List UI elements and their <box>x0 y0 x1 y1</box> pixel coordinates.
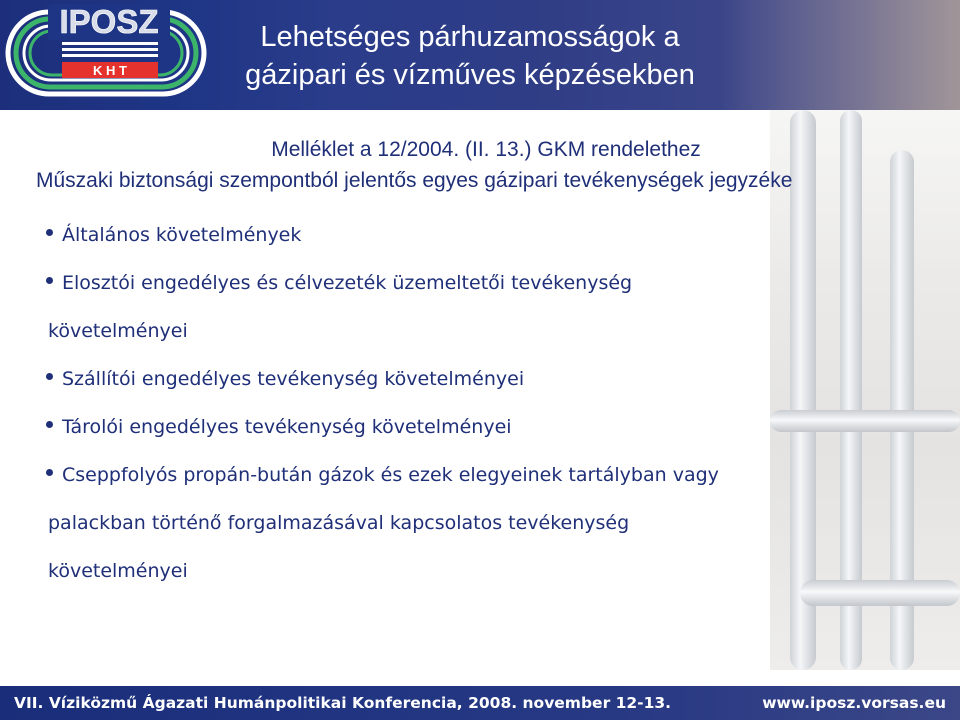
iposz-logo <box>0 0 210 100</box>
pipe-horizontal <box>800 580 960 606</box>
bullet-icon <box>46 421 53 428</box>
title-line-2: gázipari és vízműves képzésekben <box>245 59 695 91</box>
list-item-continuation: követelményei <box>48 560 188 582</box>
list-item-text: Általános követelmények <box>62 224 302 246</box>
bullet-icon <box>46 229 53 236</box>
list-item <box>48 403 808 451</box>
requirements-list <box>48 211 808 595</box>
title-line-1: Lehetséges párhuzamosságok a <box>260 21 680 53</box>
website-link[interactable]: www.iposz.vorsas.eu <box>762 694 946 712</box>
subject-heading: Műszaki biztonsági szempontból jelentős egyes gázipari tevékenységek jegyzéke <box>36 169 793 192</box>
bullet-icon <box>46 277 53 284</box>
footer-bar <box>0 686 960 720</box>
list-item-text: Cseppfolyós propán-bután gázok és ezek elegyeinek tartályban vagy <box>62 464 719 486</box>
header-bar <box>0 0 960 110</box>
list-item <box>48 451 808 499</box>
annex-heading-text: Melléklet a 12/2004. (II. 13.) GKM rendelethez <box>271 138 701 161</box>
list-item-text: Szállítói engedélyes tevékenység követelményei <box>62 368 525 390</box>
slide-title <box>220 18 720 94</box>
list-item-continuation: palackban történő forgalmazásával kapcsolatos tevékenység <box>48 512 630 534</box>
bullet-icon <box>46 469 53 476</box>
list-item <box>48 355 808 403</box>
list-item-text: Elosztói engedélyes és célvezeték üzemeltetői tevékenység <box>62 272 633 294</box>
list-item-text: Tárolói engedélyes tevékenység követelményei <box>62 416 512 438</box>
list-item <box>48 259 808 307</box>
conference-name: VII. Víziközmű Ágazati Humánpolitikai Konferencia, 2008. november 12-13. <box>14 694 672 712</box>
header-fade <box>720 0 960 110</box>
list-item-continuation: követelményei <box>48 320 188 342</box>
bullet-icon <box>46 373 53 380</box>
logo-kht: K H T <box>93 63 127 78</box>
list-item <box>48 211 808 259</box>
annex-heading <box>0 136 960 164</box>
logo-wordmark: IPOSZ <box>59 3 159 40</box>
